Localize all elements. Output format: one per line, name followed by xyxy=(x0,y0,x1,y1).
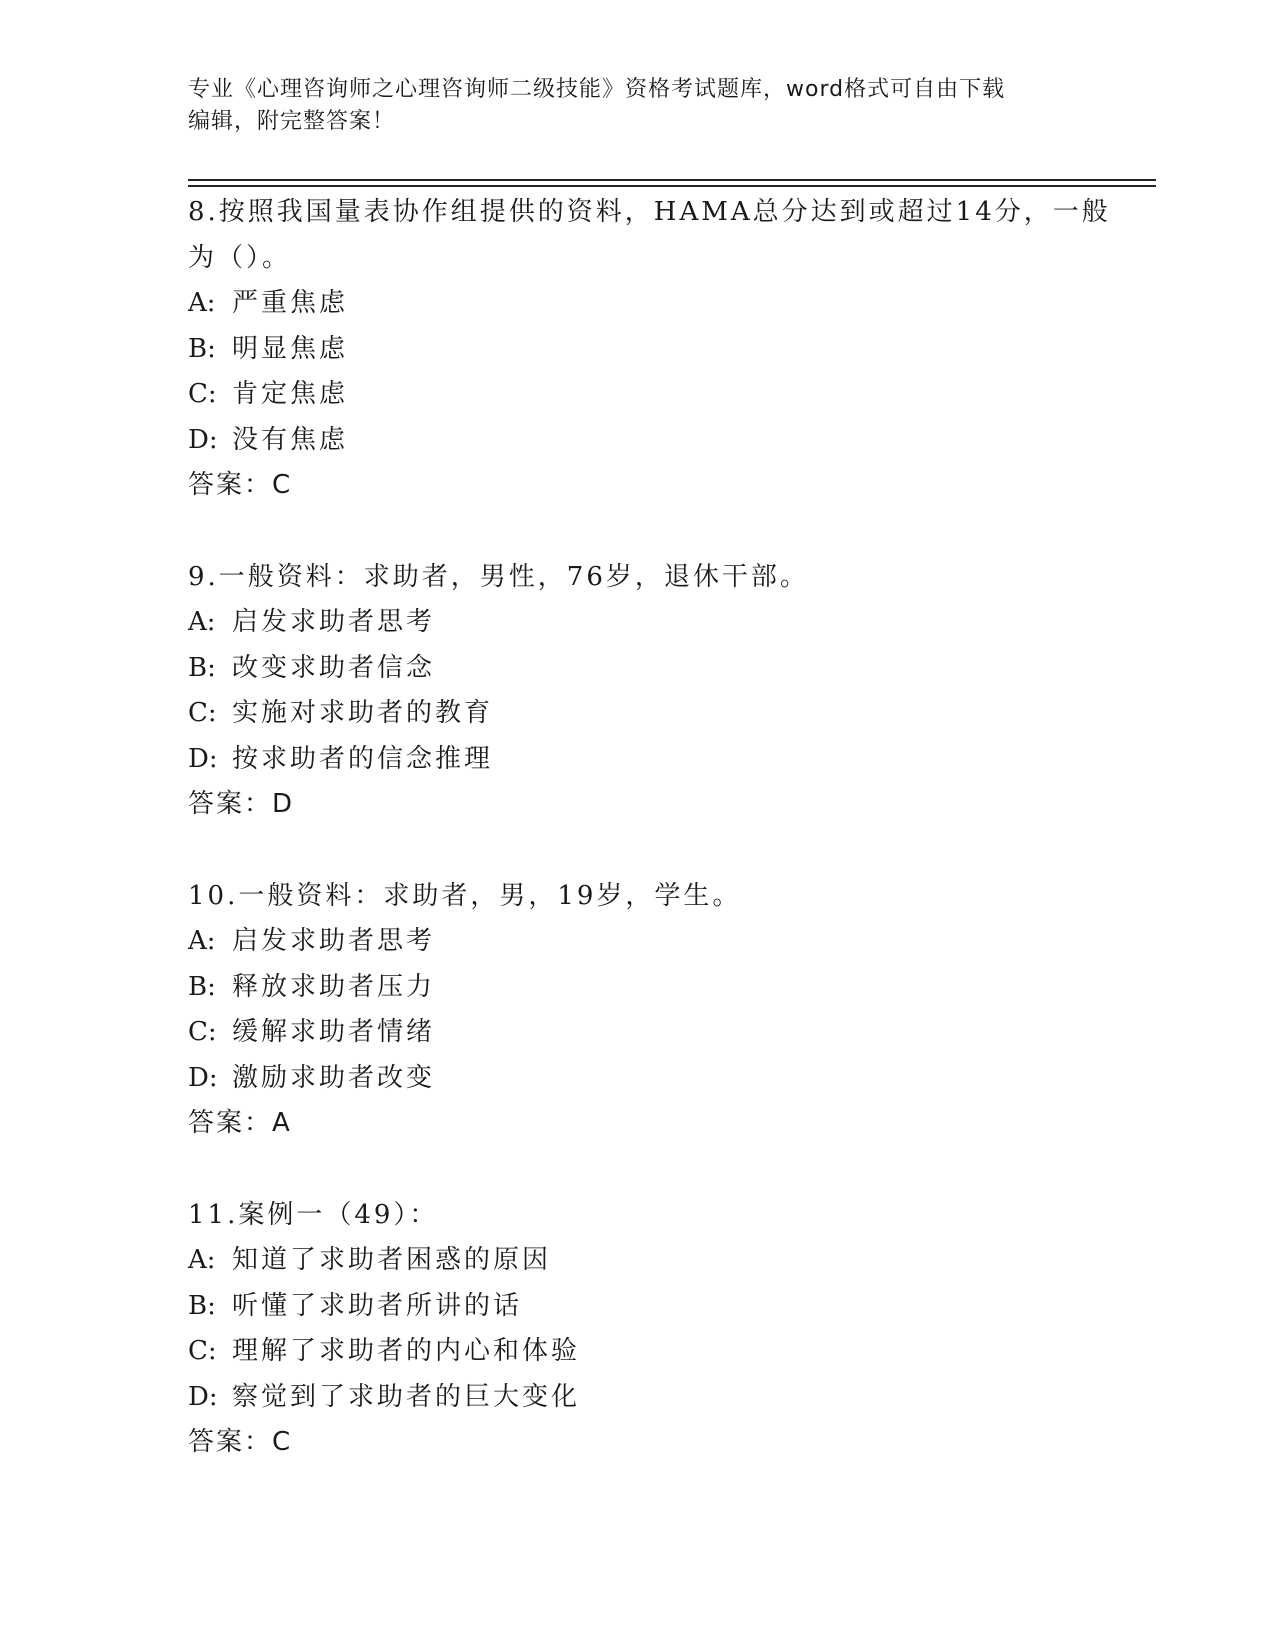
option-b xyxy=(188,327,1088,373)
header-divider-bottom xyxy=(188,185,1156,187)
option-key: A: xyxy=(188,607,216,637)
option-text: 明显焦虑 xyxy=(232,333,349,364)
option-key: B: xyxy=(188,971,216,1002)
option-key: B: xyxy=(188,652,216,683)
header-line-2: 编辑，附完整答案！ xyxy=(188,109,396,134)
document-header xyxy=(188,74,1068,138)
option-c xyxy=(188,372,1088,418)
question-9 xyxy=(188,555,1088,828)
option-text: 启发求助者思考 xyxy=(232,926,436,956)
question-stem: 9.一般资料：求助者，男性，76岁，退休干部。 xyxy=(188,561,809,592)
option-a xyxy=(188,919,1088,965)
option-key: C: xyxy=(188,698,217,728)
option-text: 按求助者的信念推理 xyxy=(232,743,494,774)
option-a xyxy=(188,281,1088,327)
option-key: C: xyxy=(188,1017,217,1047)
option-text: 听懂了求助者所讲的话 xyxy=(232,1290,523,1321)
option-text: 知道了求助者困惑的原因 xyxy=(232,1245,552,1275)
answer-line: 答案：D xyxy=(188,789,295,819)
option-text: 没有焦虑 xyxy=(232,424,349,455)
question-10 xyxy=(188,874,1088,1147)
option-key: B: xyxy=(188,1290,216,1321)
question-stem: 11.案例一（49）： xyxy=(188,1199,439,1230)
header-line-1: 专业《心理咨询师之心理咨询师二级技能》资格考试题库，word格式可自由下载 xyxy=(188,77,1006,102)
option-text: 察觉到了求助者的巨大变化 xyxy=(232,1381,581,1412)
answer-line: 答案：A xyxy=(188,1108,292,1138)
option-text: 实施对求助者的教育 xyxy=(232,698,494,728)
question-8 xyxy=(188,190,1111,509)
option-b xyxy=(188,646,1088,692)
option-a xyxy=(188,1238,1088,1284)
option-text: 缓解求助者情绪 xyxy=(232,1017,436,1047)
option-key: D: xyxy=(188,1381,218,1412)
option-c xyxy=(188,1329,1088,1375)
option-key: B: xyxy=(188,333,216,364)
option-c xyxy=(188,1010,1088,1056)
option-text: 肯定焦虑 xyxy=(232,379,349,409)
option-text: 激励求助者改变 xyxy=(232,1062,436,1093)
option-text: 释放求助者压力 xyxy=(232,971,436,1002)
question-11 xyxy=(188,1193,1088,1466)
question-stem-continued: 为（）。 xyxy=(188,242,292,273)
option-key: D: xyxy=(188,1062,218,1093)
option-text: 改变求助者信念 xyxy=(232,652,436,683)
option-text: 启发求助者思考 xyxy=(232,607,436,637)
option-key: C: xyxy=(188,379,217,409)
question-stem: 10.一般资料：求助者，男，19岁，学生。 xyxy=(188,880,742,911)
option-key: A: xyxy=(188,926,216,956)
option-b xyxy=(188,1284,1088,1330)
option-key: C: xyxy=(188,1336,217,1366)
option-key: A: xyxy=(188,1245,216,1275)
answer-line: 答案：C xyxy=(188,470,293,500)
option-key: D: xyxy=(188,743,218,774)
question-stem: 8.按照我国量表协作组提供的资料，HAMA总分达到或超过14分，一般 xyxy=(188,197,1111,227)
option-key: D: xyxy=(188,424,218,455)
option-b xyxy=(188,965,1088,1011)
option-d xyxy=(188,737,1088,783)
header-divider-top xyxy=(188,179,1156,181)
option-a xyxy=(188,600,1088,646)
option-d xyxy=(188,418,1088,464)
question-list xyxy=(188,190,1111,1466)
answer-line: 答案：C xyxy=(188,1427,293,1457)
option-key: A: xyxy=(188,288,216,318)
option-d xyxy=(188,1056,1088,1102)
option-text: 严重焦虑 xyxy=(232,288,349,318)
option-text: 理解了求助者的内心和体验 xyxy=(232,1336,581,1366)
option-c xyxy=(188,691,1088,737)
option-d xyxy=(188,1375,1088,1421)
